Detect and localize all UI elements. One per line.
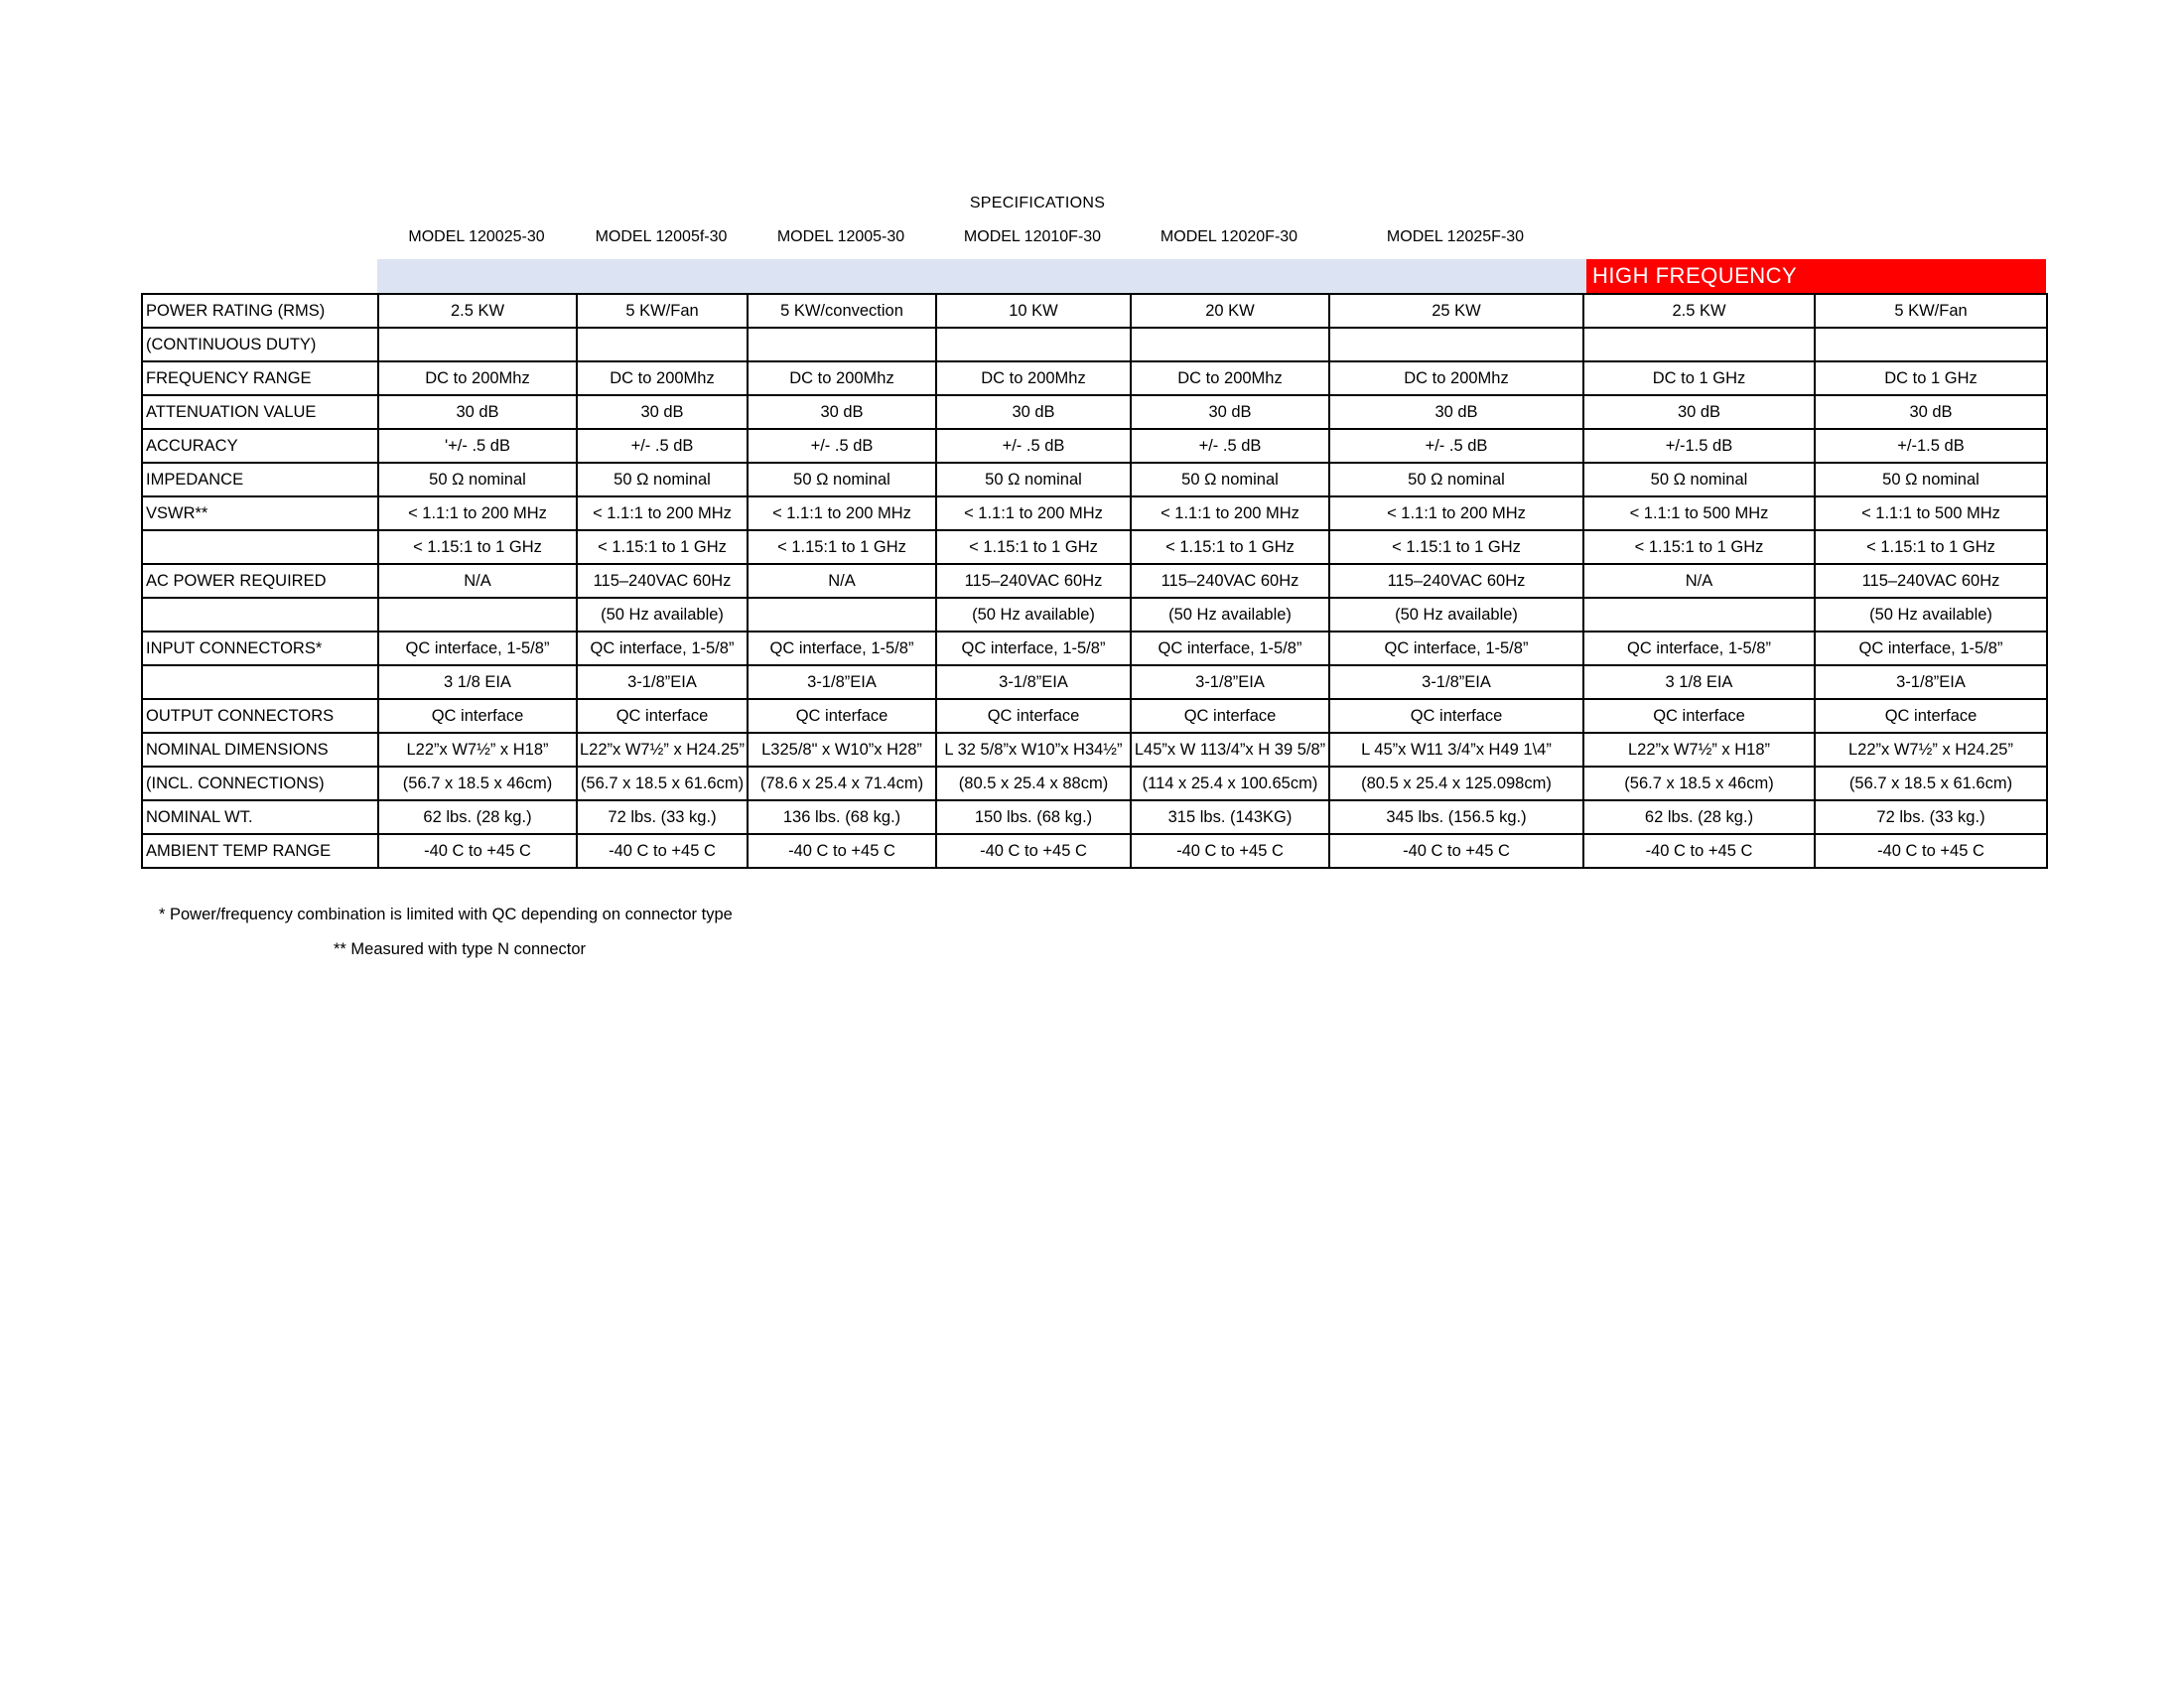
table-cell: 62 lbs. (28 kg.) [378,800,577,834]
table-cell: < 1.15:1 to 1 GHz [1583,530,1815,564]
table-cell: QC interface, 1-5/8” [936,632,1131,665]
table-cell: < 1.15:1 to 1 GHz [936,530,1131,564]
row-label: AC POWER REQUIRED [142,564,378,598]
table-cell: QC interface [1329,699,1583,733]
table-cell: 115–240VAC 60Hz [577,564,748,598]
model-header: MODEL 120025-30 [408,228,545,245]
table-cell: 50 Ω nominal [378,463,577,496]
table-cell: +/- .5 dB [1329,429,1583,463]
table-cell: 2.5 KW [1583,294,1815,328]
table-row [142,699,2047,733]
table-cell: < 1.15:1 to 1 GHz [1329,530,1583,564]
table-cell: DC to 200Mhz [748,361,936,395]
table-cell: 115–240VAC 60Hz [1131,564,1329,598]
table-cell: (56.7 x 18.5 x 46cm) [1583,767,1815,800]
table-cell: L22”x W7½” x H18” [378,733,577,767]
table-cell: L22”x W7½” x H24.25” [1815,733,2047,767]
table-cell: < 1.1:1 to 500 MHz [1815,496,2047,530]
table-cell: -40 C to +45 C [936,834,1131,868]
table-cell: 50 Ω nominal [936,463,1131,496]
table-cell: 3-1/8”EIA [1131,665,1329,699]
table-cell: +/-1.5 dB [1583,429,1815,463]
table-cell: 30 dB [378,395,577,429]
table-cell: (50 Hz available) [1329,598,1583,632]
table-cell: 3-1/8”EIA [1329,665,1583,699]
table-cell: (56.7 x 18.5 x 46cm) [378,767,577,800]
table-row [142,530,2047,564]
table-row [142,834,2047,868]
table-cell: QC interface, 1-5/8” [1583,632,1815,665]
row-label: FREQUENCY RANGE [142,361,378,395]
table-cell: +/- .5 dB [748,429,936,463]
table-cell: 20 KW [1131,294,1329,328]
row-label: ATTENUATION VALUE [142,395,378,429]
table-cell: 3-1/8”EIA [577,665,748,699]
specifications-table-body [142,294,2047,868]
footnote: * Power/frequency combination is limited with QC depending on connector type [159,906,733,923]
table-cell: < 1.15:1 to 1 GHz [748,530,936,564]
row-label: NOMINAL DIMENSIONS [142,733,378,767]
table-cell: < 1.1:1 to 200 MHz [936,496,1131,530]
table-cell: -40 C to +45 C [1131,834,1329,868]
table-cell [1815,328,2047,361]
table-cell: (50 Hz available) [936,598,1131,632]
table-cell: -40 C to +45 C [1583,834,1815,868]
table-cell: 30 dB [1815,395,2047,429]
table-cell: < 1.1:1 to 200 MHz [1329,496,1583,530]
table-row [142,463,2047,496]
table-cell: < 1.1:1 to 200 MHz [577,496,748,530]
table-cell [1583,598,1815,632]
table-cell: 150 lbs. (68 kg.) [936,800,1131,834]
model-header-row [0,228,2184,252]
table-cell: 10 KW [936,294,1131,328]
table-row [142,598,2047,632]
table-cell: -40 C to +45 C [1329,834,1583,868]
table-cell: 115–240VAC 60Hz [1329,564,1583,598]
table-cell: 136 lbs. (68 kg.) [748,800,936,834]
row-label: VSWR** [142,496,378,530]
row-label: POWER RATING (RMS) [142,294,378,328]
row-label: IMPEDANCE [142,463,378,496]
table-cell: L325/8" x W10”x H28” [748,733,936,767]
table-cell: (50 Hz available) [1815,598,2047,632]
table-cell: QC interface [1815,699,2047,733]
row-label [142,665,378,699]
table-cell: 5 KW/Fan [1815,294,2047,328]
table-cell [577,328,748,361]
row-label [142,530,378,564]
table-cell: 345 lbs. (156.5 kg.) [1329,800,1583,834]
table-row [142,429,2047,463]
table-cell: L45”x W 113/4”x H 39 5/8” [1131,733,1329,767]
table-cell [1329,328,1583,361]
table-cell: QC interface [378,699,577,733]
table-cell: +/- .5 dB [1131,429,1329,463]
table-cell: 30 dB [936,395,1131,429]
table-cell: +/- .5 dB [577,429,748,463]
table-cell: 3-1/8”EIA [748,665,936,699]
table-cell: 3-1/8”EIA [936,665,1131,699]
table-cell: '+/- .5 dB [378,429,577,463]
table-cell: 50 Ω nominal [748,463,936,496]
table-cell: QC interface [748,699,936,733]
table-cell: +/-1.5 dB [1815,429,2047,463]
table-row [142,328,2047,361]
table-cell: 30 dB [577,395,748,429]
table-cell: 72 lbs. (33 kg.) [1815,800,2047,834]
row-label: (CONTINUOUS DUTY) [142,328,378,361]
table-cell: < 1.15:1 to 1 GHz [1815,530,2047,564]
table-cell [748,328,936,361]
table-cell: N/A [1583,564,1815,598]
table-cell: 50 Ω nominal [1329,463,1583,496]
table-cell: QC interface, 1-5/8” [748,632,936,665]
table-cell: < 1.15:1 to 1 GHz [378,530,577,564]
table-cell: 5 KW/convection [748,294,936,328]
table-cell: DC to 200Mhz [1131,361,1329,395]
row-label: (INCL. CONNECTIONS) [142,767,378,800]
table-cell: DC to 200Mhz [936,361,1131,395]
table-cell [378,328,577,361]
table-cell: L22”x W7½” x H24.25” [577,733,748,767]
table-cell: (80.5 x 25.4 x 125.098cm) [1329,767,1583,800]
row-label: INPUT CONNECTORS* [142,632,378,665]
table-row [142,767,2047,800]
table-row [142,632,2047,665]
table-row [142,564,2047,598]
table-cell: 50 Ω nominal [1131,463,1329,496]
table-cell: 30 dB [1329,395,1583,429]
table-cell: DC to 200Mhz [577,361,748,395]
row-label: AMBIENT TEMP RANGE [142,834,378,868]
table-cell [378,598,577,632]
table-cell: QC interface, 1-5/8” [1329,632,1583,665]
table-cell: < 1.15:1 to 1 GHz [577,530,748,564]
table-cell: DC to 200Mhz [378,361,577,395]
table-cell: QC interface [577,699,748,733]
table-cell: 115–240VAC 60Hz [1815,564,2047,598]
table-cell: < 1.1:1 to 200 MHz [1131,496,1329,530]
table-cell: QC interface, 1-5/8” [378,632,577,665]
table-row [142,665,2047,699]
table-cell: < 1.15:1 to 1 GHz [1131,530,1329,564]
table-row [142,733,2047,767]
table-cell: DC to 200Mhz [1329,361,1583,395]
table-cell: QC interface, 1-5/8” [1815,632,2047,665]
table-row [142,395,2047,429]
model-header: MODEL 12020F-30 [1160,228,1298,245]
table-cell: (50 Hz available) [1131,598,1329,632]
table-cell: +/- .5 dB [936,429,1131,463]
table-cell: -40 C to +45 C [748,834,936,868]
table-row [142,361,2047,395]
table-cell: 30 dB [748,395,936,429]
model-header: MODEL 12005-30 [776,228,905,245]
model-header: MODEL 12010F-30 [963,228,1102,245]
table-cell: -40 C to +45 C [378,834,577,868]
model-header: MODEL 12005f-30 [595,228,728,245]
row-label: OUTPUT CONNECTORS [142,699,378,733]
table-cell: (56.7 x 18.5 x 61.6cm) [1815,767,2047,800]
table-cell: N/A [748,564,936,598]
table-cell: (78.6 x 25.4 x 71.4cm) [748,767,936,800]
table-cell: (114 x 25.4 x 100.65cm) [1131,767,1329,800]
table-cell: 2.5 KW [378,294,577,328]
table-cell: 30 dB [1131,395,1329,429]
table-cell: QC interface, 1-5/8” [1131,632,1329,665]
table-cell: 315 lbs. (143KG) [1131,800,1329,834]
row-label: ACCURACY [142,429,378,463]
table-cell: L 32 5/8”x W10”x H34½” [936,733,1131,767]
table-cell [936,328,1131,361]
table-cell: < 1.1:1 to 500 MHz [1583,496,1815,530]
model-header: MODEL 12025F-30 [1386,228,1525,245]
high-frequency-label: HIGH FREQUENCY [1586,259,2046,293]
table-cell: -40 C to +45 C [1815,834,2047,868]
table-cell: QC interface [1583,699,1815,733]
table-cell: 115–240VAC 60Hz [936,564,1131,598]
table-cell: QC interface [1131,699,1329,733]
table-cell: 50 Ω nominal [1815,463,2047,496]
table-cell: L 45”x W11 3/4”x H49 1\4” [1329,733,1583,767]
table-row [142,800,2047,834]
table-row [142,496,2047,530]
table-cell: 72 lbs. (33 kg.) [577,800,748,834]
row-label: NOMINAL WT. [142,800,378,834]
page-title: SPECIFICATIONS [969,195,1106,211]
table-cell: QC interface, 1-5/8” [577,632,748,665]
table-cell [748,598,936,632]
specifications-table [141,293,2048,869]
table-cell: 25 KW [1329,294,1583,328]
table-cell: N/A [378,564,577,598]
header-band [377,259,1586,293]
table-cell: < 1.1:1 to 200 MHz [748,496,936,530]
table-row [142,294,2047,328]
table-cell: 3-1/8”EIA [1815,665,2047,699]
table-cell: (50 Hz available) [577,598,748,632]
row-label [142,598,378,632]
table-cell: -40 C to +45 C [577,834,748,868]
table-cell [1583,328,1815,361]
table-cell: QC interface [936,699,1131,733]
table-cell: 62 lbs. (28 kg.) [1583,800,1815,834]
table-cell: 50 Ω nominal [577,463,748,496]
table-cell: DC to 1 GHz [1583,361,1815,395]
table-cell: (80.5 x 25.4 x 88cm) [936,767,1131,800]
table-cell: < 1.1:1 to 200 MHz [378,496,577,530]
table-cell: 50 Ω nominal [1583,463,1815,496]
table-cell: (56.7 x 18.5 x 61.6cm) [577,767,748,800]
table-cell: DC to 1 GHz [1815,361,2047,395]
table-cell: L22”x W7½” x H18” [1583,733,1815,767]
table-cell: 30 dB [1583,395,1815,429]
table-cell: 3 1/8 EIA [378,665,577,699]
footnote: ** Measured with type N connector [334,940,587,958]
table-cell: 3 1/8 EIA [1583,665,1815,699]
table-cell: 5 KW/Fan [577,294,748,328]
table-cell [1131,328,1329,361]
